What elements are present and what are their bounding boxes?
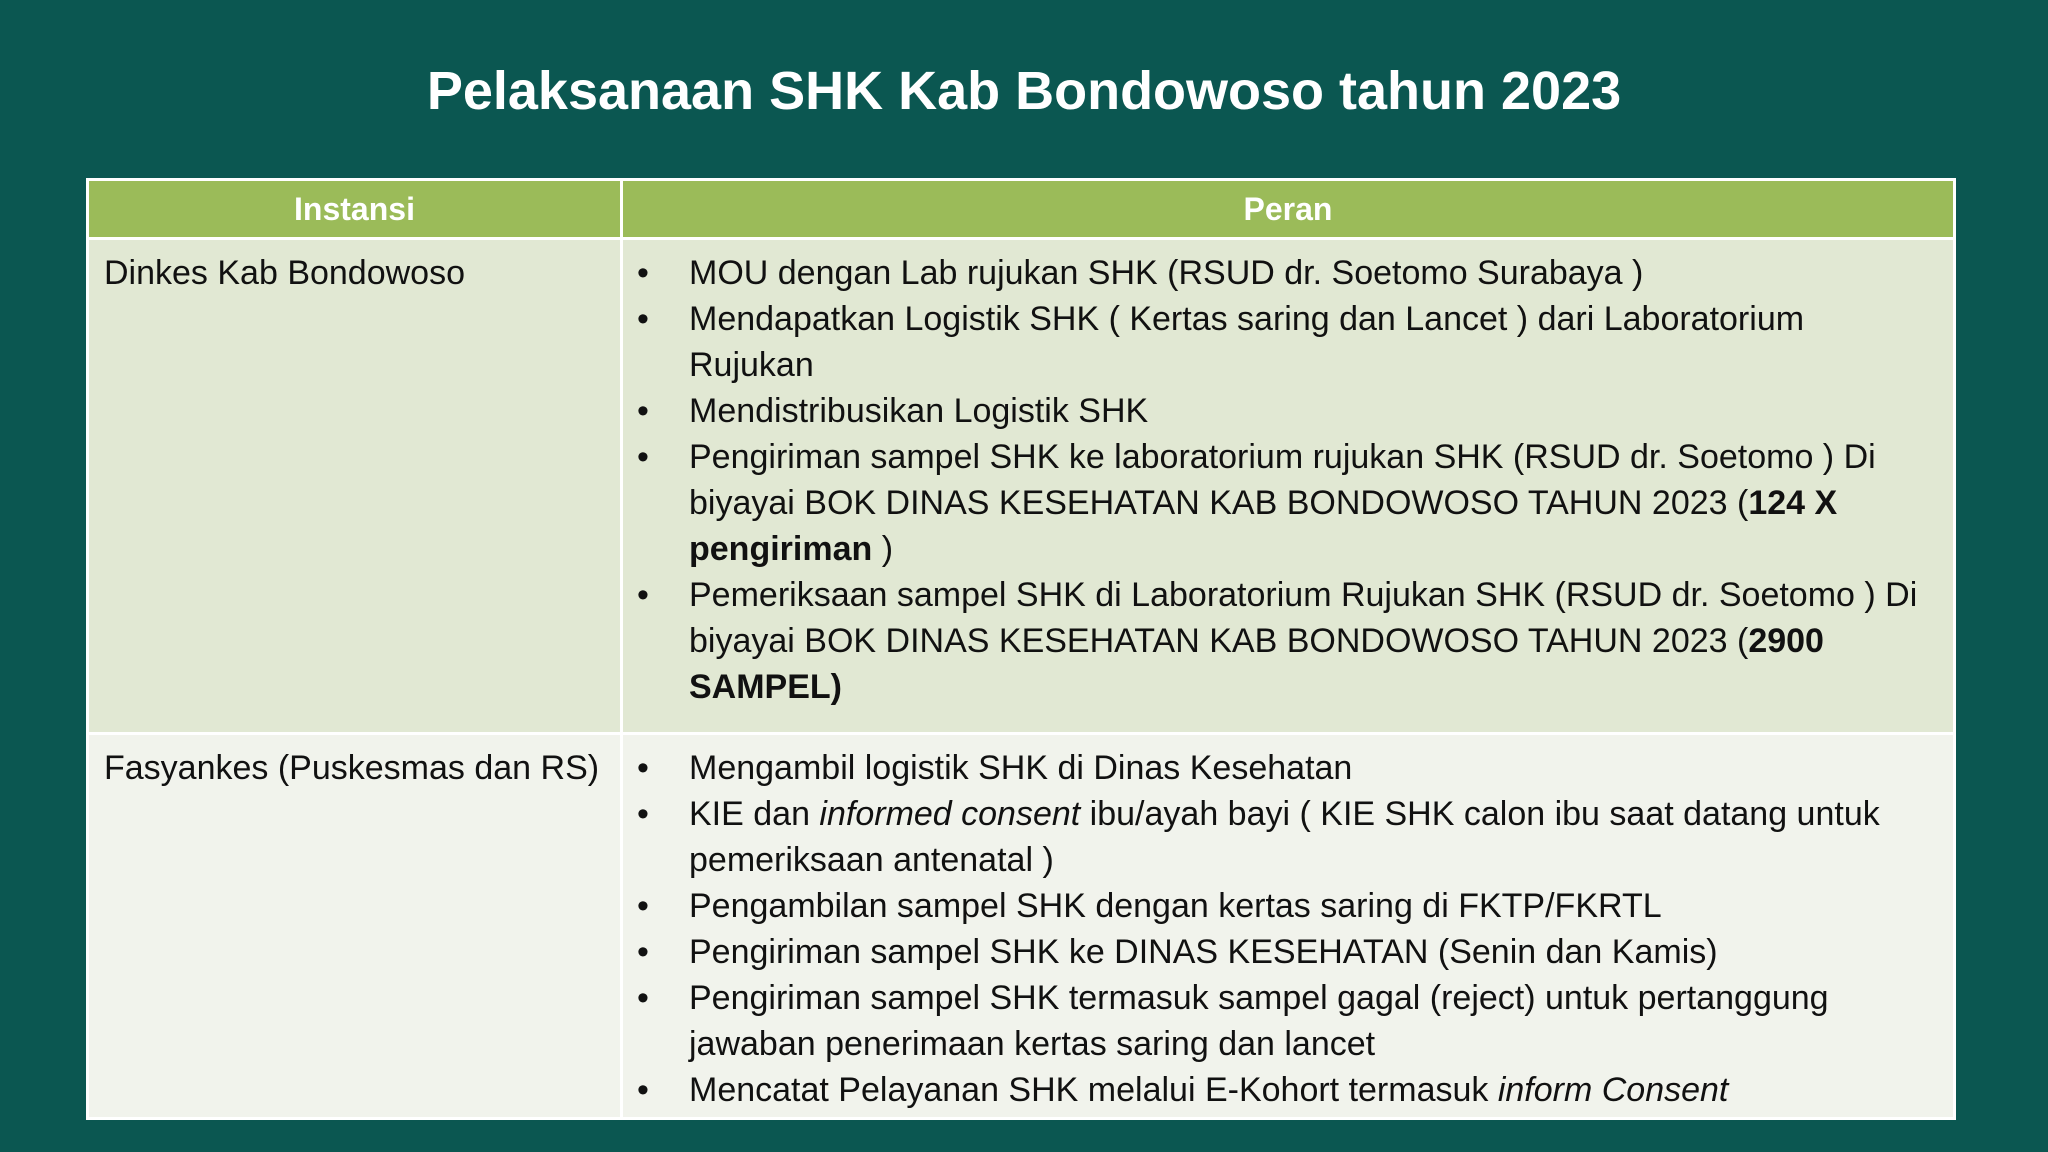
peran-item xyxy=(637,883,1933,929)
roles-table xyxy=(86,178,1953,1120)
peran-cell xyxy=(622,734,1955,1119)
peran-text: Mencatat Pelayanan SHK melalui E-Kohort termasuk xyxy=(689,1071,1498,1109)
bullet-icon: • xyxy=(637,933,649,971)
peran-text: Pengiriman sampel SHK ke laboratorium rujukan SHK (RSUD dr. Soetomo ) Di biyayai BOK DINAS KESEHATAN KAB BONDOWOSO TAHUN 2023 ( xyxy=(689,438,1876,522)
instansi-cell: Fasyankes (Puskesmas dan RS) xyxy=(88,734,622,1119)
peran-item xyxy=(637,572,1933,710)
bullet-icon: • xyxy=(637,979,649,1017)
header-instansi: Instansi xyxy=(88,180,622,239)
table-row xyxy=(88,239,1955,734)
peran-item xyxy=(637,975,1933,1067)
peran-text: Mendistribusikan Logistik SHK xyxy=(689,392,1149,430)
instansi-cell: Dinkes Kab Bondowoso xyxy=(88,239,622,734)
peran-text: 2900 SAMPEL) xyxy=(689,622,1824,706)
peran-text: Pengiriman sampel SHK termasuk sampel gagal (reject) untuk pertanggung jawaban penerimaan kertas saring dan lancet xyxy=(689,979,1829,1063)
table-row xyxy=(88,734,1955,1119)
peran-text: KIE dan xyxy=(689,795,820,833)
peran-text: 124 X pengiriman xyxy=(689,484,1838,568)
peran-text: informed consent xyxy=(819,795,1081,833)
peran-item xyxy=(637,296,1933,388)
bullet-icon: • xyxy=(637,576,649,614)
bullet-icon: • xyxy=(637,438,649,476)
peran-text: Pemeriksaan sampel SHK di Laboratorium Rujukan SHK (RSUD dr. Soetomo ) Di biyayai BOK DINAS KESEHATAN KAB BONDOWOSO TAHUN 2023 ( xyxy=(689,576,1918,660)
bullet-icon: • xyxy=(637,887,649,925)
bullet-icon: • xyxy=(637,392,649,430)
peran-item xyxy=(637,1067,1933,1113)
peran-item xyxy=(637,791,1933,883)
bullet-icon: • xyxy=(637,300,649,338)
header-peran: Peran xyxy=(622,180,1955,239)
peran-text: Mendapatkan Logistik SHK ( Kertas saring dan Lancet ) dari Laboratorium Rujukan xyxy=(689,300,1805,384)
peran-text: Pengiriman sampel SHK ke DINAS KESEHATAN (Senin dan Kamis) xyxy=(689,933,1718,971)
peran-text: ) xyxy=(872,530,894,568)
peran-text: Pengambilan sampel SHK dengan kertas saring di FKTP/FKRTL xyxy=(689,887,1662,925)
peran-item xyxy=(637,388,1933,434)
slide-title: Pelaksanaan SHK Kab Bondowoso tahun 2023 xyxy=(426,61,1622,121)
table-header-row xyxy=(88,180,1955,239)
peran-text: inform Consent xyxy=(1497,1071,1729,1109)
bullet-icon: • xyxy=(637,795,649,833)
peran-list xyxy=(637,250,1933,710)
peran-item xyxy=(637,745,1933,791)
peran-item xyxy=(637,929,1933,975)
bullet-icon: • xyxy=(637,254,649,292)
peran-cell xyxy=(622,239,1955,734)
peran-text: Mengambil logistik SHK di Dinas Kesehatan xyxy=(689,749,1353,787)
peran-item xyxy=(637,434,1933,572)
peran-text: ibu/ayah bayi ( KIE SHK calon ibu saat datang untuk pemeriksaan antenatal ) xyxy=(689,795,1880,879)
bullet-icon: • xyxy=(637,1071,649,1109)
peran-list xyxy=(637,745,1933,1113)
peran-text: MOU dengan Lab rujukan SHK (RSUD dr. Soetomo Surabaya ) xyxy=(689,254,1644,292)
peran-item xyxy=(637,250,1933,296)
bullet-icon: • xyxy=(637,749,649,787)
